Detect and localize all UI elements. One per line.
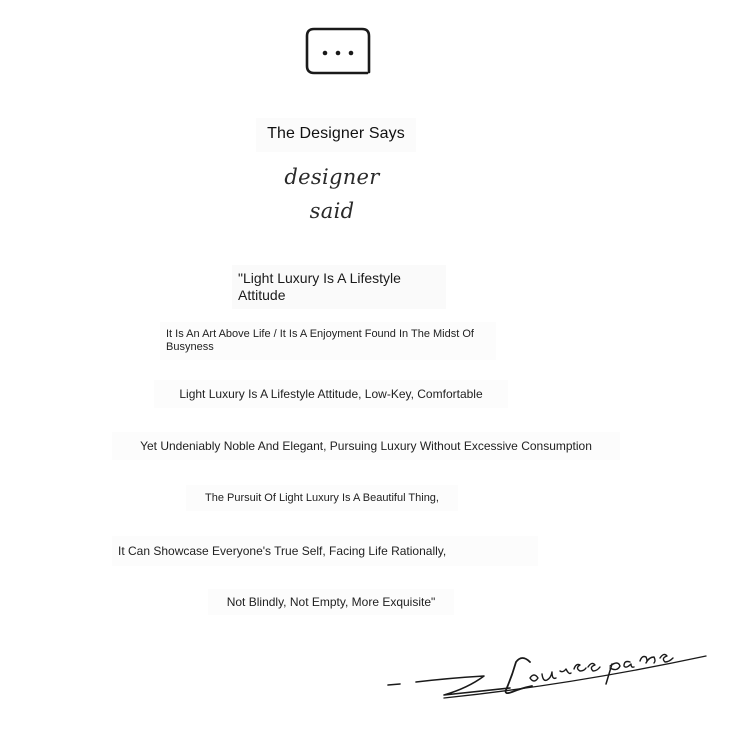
signature-image: [380, 640, 710, 710]
quote-line: It Can Showcase Everyone's True Self, Facing Life Rationally,: [112, 536, 538, 566]
quote-line: Light Luxury Is A Lifestyle Attitude, Low-Key, Comfortable: [154, 380, 508, 408]
quote-line: It Is An Art Above Life / It Is A Enjoyment Found In The Midst Of Busyness: [160, 322, 496, 360]
page-subtitle: designer said: [284, 165, 380, 223]
quote-line: Yet Undeniably Noble And Elegant, Pursuing Luxury Without Excessive Consumption: [112, 432, 620, 460]
chat-bubble-icon: [305, 27, 371, 77]
quote-line: The Pursuit Of Light Luxury Is A Beautiful Thing,: [186, 485, 458, 511]
quote-line: Not Blindly, Not Empty, More Exquisite": [208, 589, 454, 615]
page-title: The Designer Says: [256, 118, 416, 152]
quote-heading: "Light Luxury Is A Lifestyle Attitude: [232, 265, 446, 309]
